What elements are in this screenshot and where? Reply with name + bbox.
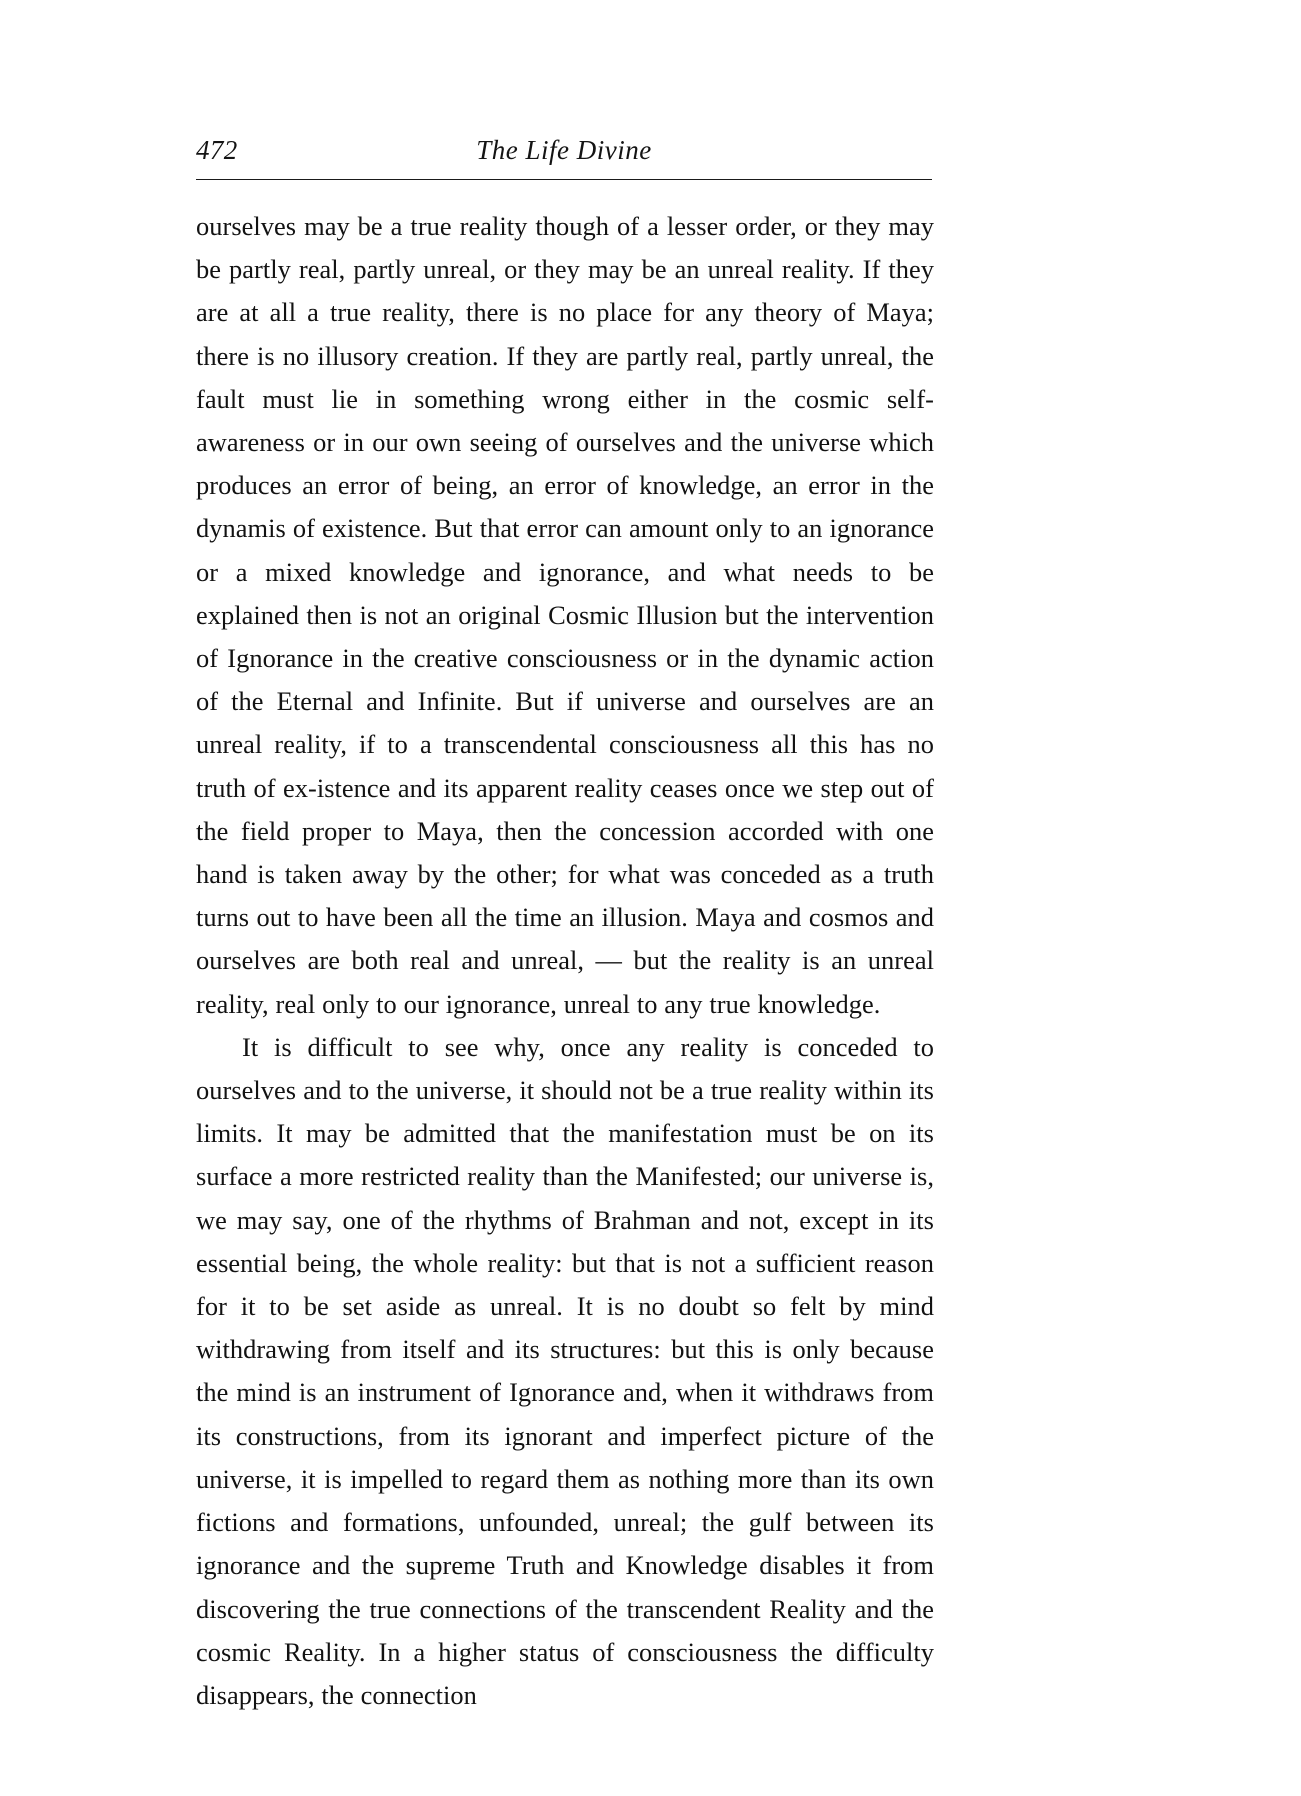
page-number: 472 [196, 135, 238, 165]
header-divider [196, 179, 932, 180]
paragraph: It is difficult to see why, once any reality is conceded to ourselves and to the universe, it should not be a true reality within its limits. It may be admitted that the manifestation must be on its surface a more restricted reality than the Manifested; our universe is, we may say, one of the rhythms of Brahman and not, except in its essential being, the whole reality: but that is not a sufficient reason for it to be set aside as unreal. It is no doubt so felt by mind withdrawing from itself and its structures: but this is only because the mind is an instrument of Ignorance and, when it withdraws from its constructions, from its ignorant and imperfect picture of the universe, it is impelled to regard them as nothing more than its own fictions and formations, unfounded, unreal; the gulf between its ignorance and the supreme Truth and Knowledge disables it from discovering the true connections of the transcendent Reality and the cosmic Reality. In a higher status of consciousness the difficulty disappears, the connection [196, 1031, 934, 1710]
running-head [196, 128, 932, 172]
paragraph: ourselves may be a true reality though of a lesser order, or they may be partly real, partly unreal, or they may be an unreal reality. If they are at all a true reality, there is no place for any theory of Maya; there is no illusory creation. If they are partly real, partly unreal, the fault must lie in something wrong either in the cosmic self-awareness or in our own seeing of ourselves and the universe which produces an error of being, an error of knowledge, an error in the dynamis of existence. But that error can amount only to an ignorance or a mixed knowledge and ignorance, and what needs to be explained then is not an original Cosmic Illusion but the intervention of Ignorance in the creative consciousness or in the dynamic action of the Eternal and Infinite. But if universe and ourselves are an unreal reality, if to a transcendental consciousness all this has no truth of ex-istence and its apparent reality ceases once we step out of the field proper to Maya, then the concession accorded with one hand is taken away by the other; for what was conceded as a truth turns out to have been all the time an illusion. Maya and cosmos and ourselves are both real and unreal, — but the reality is an unreal reality, real only to our ignorance, unreal to any true knowledge. [196, 211, 934, 1019]
book-title: The Life Divine [476, 135, 652, 165]
body-text-column [196, 205, 934, 1717]
